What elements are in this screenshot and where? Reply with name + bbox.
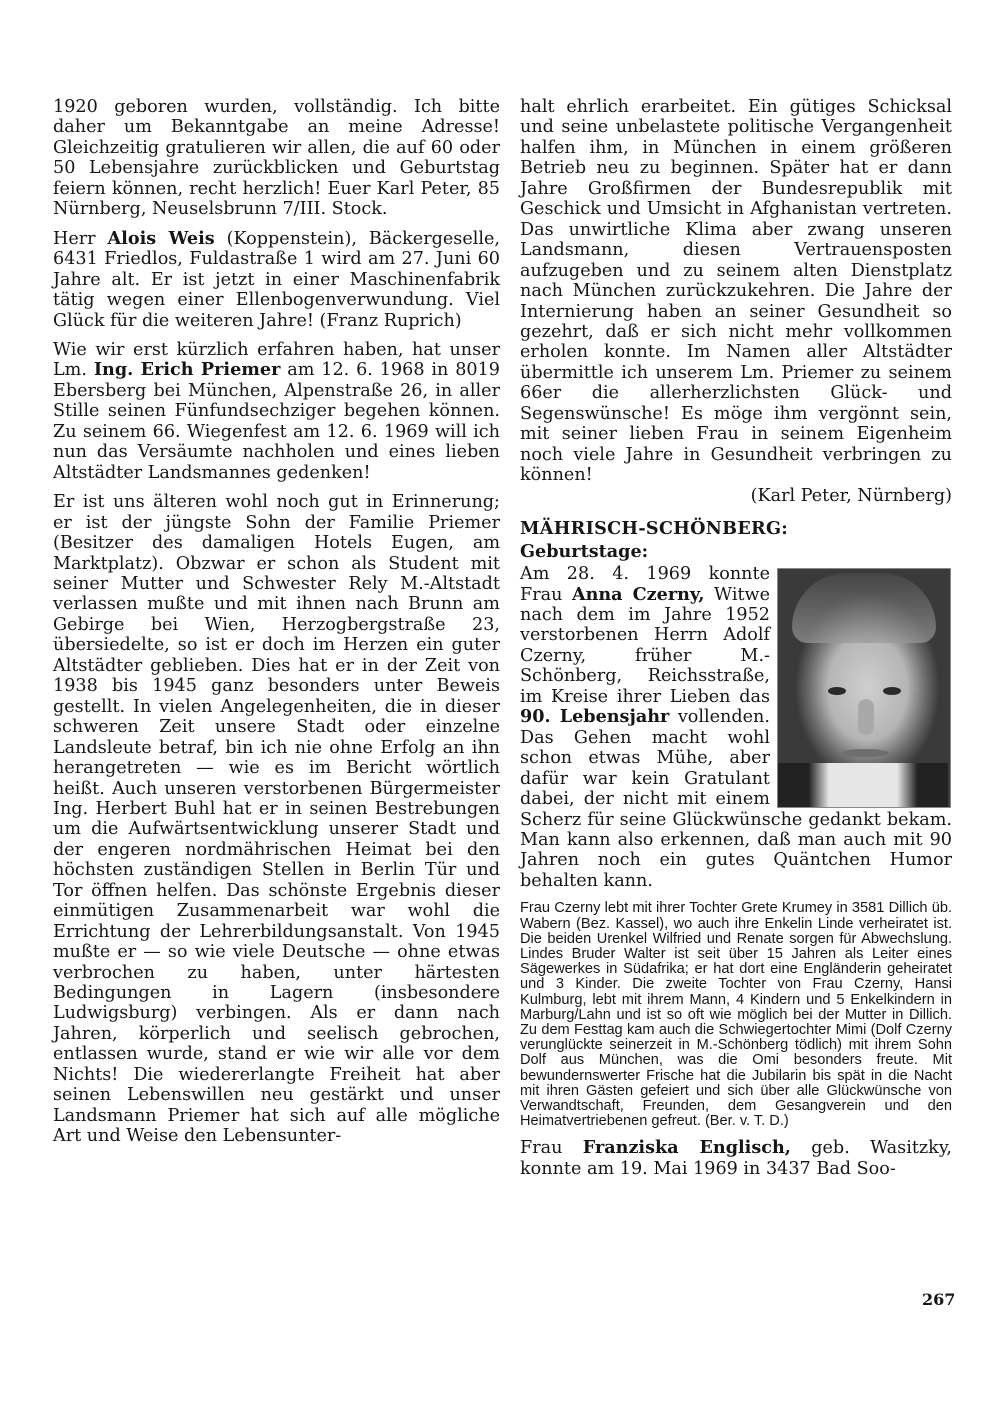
photo-hair-shape (792, 573, 936, 643)
right-column (520, 97, 952, 1179)
paragraph-priemer-continued: halt ehrlich erarbeitet. Ein gütiges Schicksal und seine unbelastete politische Vergangenheit halfen ihm, in München in einem größeren Betrieb neu zu beginnen. Später hat er dann Jahre Großfirmen der Bundesrepublik mit Geschick und Umsicht in Afghanistan vertreten. Das unwirtliche Klima aber zwang unseren Landsmann, diesen Vertrauensposten aufzugeben und zu seinem alten Dienstplatz nach München zurückzukehren. Die Jahre der Internierung haben an seiner Gesundheit so gezehrt, daß er sich nicht mehr vollkommen erholen konnte. Im Namen aller Altstädter übermittle ich unserem Lm. Priemer zu seinem 66er die allerherzlichsten Glück- und Segenswünsche! Es möge ihm vergönnt sein, mit seiner lieben Frau in seinem Eigenheim noch viele Jahre in Gesundheit verbringen zu können! (520, 97, 952, 486)
signature-karl-peter: (Karl Peter, Nürnberg) (750, 485, 952, 506)
age-90: 90. Lebensjahr (520, 706, 670, 728)
photo-collar-shape (778, 763, 948, 807)
paragraph-priemer-biography: Er ist uns älteren wohl noch gut in Erinnerung; er ist der jüngste Sohn der Familie Priemer (Besitzer des damaligen Hotels Eugen, am Marktplatz). Obzwar er schon als Student mit seiner Mutter und Schwester Rely M.-Altstadt verlassen mußte und mit ihnen nach Brunn am Gebirge bei Wien, Herzogbergstraße 23, übersiedelte, so ist er doch im Herzen ein guter Altstädter geblieben. Dies hat er in der Zeit von 1938 bis 1945 ganz besonders unter Beweis gestellt. In vielen Angelegenheiten, die in dieser schweren Zeit unsere Stadt oder einzelne Landsleute betraf, bin ich nie ohne Erfolg an ihn herangetreten — wie es im Bericht wörtlich heißt. Auch unseren verstorbenen Bürgermeister Ing. Herbert Buhl hat er in seinen Bestrebungen um die Aufwärtsentwicklung unserer Stadt und der engeren nordmährischen Heimat bei den höchsten zuständigen Stellen in Berlin Tür und Tor öffnen helfen. Das schönste Ergebnis dieser einmütigen Zusammenarbeit war wohl die Errichtung der Lehrerbildungsanstalt. Von 1945 mußte er — so wie viele Deutsche — ohne etwas verbrochen zu haben, unter härtesten Bedingungen in Lagern (insbesondere Ludwigsburg) verbingen. Als er dann nach Jahren, körperlich und seelisch gebrochen, entlassen wurde, stand er wie wir alle vor dem Nichts! Die wiedererlangte Freiheit hat aber seinen Lebenswillen neu gestärkt und unser Landsmann Priemer hat sich auf alle mögliche Art und Weise den Lebensunter- (53, 492, 500, 1147)
czerny-article (520, 564, 952, 891)
paragraph-franziska-englisch: Frau Franziska Englisch, geb. Wasitzky, konnte am 19. Mai 1969 in 3437 Bad Soo- (520, 1137, 953, 1179)
paragraph-czerny-family-note: Frau Czerny lebt mit ihrer Tochter Grete Krumey in 3581 Dillich üb. Wabern (Bez. Kassel), wo auch ihre Enkelin Linde verheiratet ist. Die beiden Urenkel Wilfried und Renate sorgen für Abwechslung. Lindes Bruder Walter ist seit über 15 Jahren als Leiter eines Sägewerkes in Südafrika; er hat dort eine Engländerin geheiratet und 3 Kinder. Die zweite Tochter von Frau Czerny, Hansi Kulmburg, lebt mit ihrem Mann, 4 Kindern und 5 Enkelkindern in Marburg/Lahn und ist so oft wie möglich bei der Mutter in Dillich. Zu dem Festtag kam auch die Schwiegertochter Mimi (Dolf Czerny verunglückte seinerzeit in M.-Schönberg tödlich) mit ihrem Sohn Dolf aus München, was die Omi besonders freute. Mit bewundernswerter Frische hat die Jubilarin bis spät in die Nacht mit ihren Gästen gefeiert und sich über alle Glückwünsche von Verwandtschaft, Freunden, dem Gesangverein und den Heimatvertriebenen gefreut. (Ber. v. T. D.) (520, 900, 952, 1130)
paragraph-anna-czerny: Am 28. 4. 1969 konnte Frau Anna Czerny, Witwe nach dem im Jahre 1952 verstorbenen Herrn Adolf Czerny, früher M.-Schönberg, Reichsstraße, im Kreise ihrer Lieben das 90. Lebensjahr vollenden. Das Gehen macht wohl schon etwas Mühe, aber dafür war kein Gratulant dabei, der nicht mit einem Scherz für seine Glückwünsche gedankt bekam. Man kann also erkennen, daß man auch mit 90 Jahren noch ein gutes Quäntchen Humor behalten kann. (520, 564, 952, 891)
person-name-erich-priemer: Ing. Erich Priemer (93, 359, 281, 381)
paragraph-peter-greeting: 1920 geboren wurden, vollständig. Ich bitte daher um Bekanntgabe an meine Adresse! Gleichzeitig gratulieren wir allen, die auf 60 oder 50 Lebensjahre zurückblicken und Geburtstag feiern können, recht herzlich! Euer Karl Peter, 85 Nürnberg, Neuselsbrunn 7/III. Stock. (53, 97, 500, 220)
photo-mouth-shape (841, 749, 889, 757)
left-column (53, 97, 500, 1147)
section-subheading: Geburtstage: (520, 541, 649, 563)
paragraph-alois-weis: Herr Alois Weis (Koppenstein), Bäckergeselle, 6431 Friedlos, Fuldastraße 1 wird am 27. Juni 60 Jahre alt. Er ist jetzt in einer Maschinenfabrik tätig wegen einer Ellenbogenverwundung. Viel Glück für die weiteren Jahre! (Franz Ruprich) (53, 227, 501, 331)
page-number: 267 (922, 1290, 956, 1309)
person-name-anna-czerny: Anna Czerny, (571, 583, 705, 605)
person-name-alois-weis: Alois Weis (107, 227, 215, 249)
person-name-franziska-englisch: Franziska Englisch, (582, 1137, 791, 1159)
portrait-photo (777, 568, 951, 808)
photo-eye-shape (883, 687, 901, 695)
section-heading: MÄHRISCH-SCHÖNBERG: (520, 518, 789, 540)
paragraph-priemer-intro: Wie wir erst kürzlich erfahren haben, hat unser Lm. Ing. Erich Priemer am 12. 6. 1968 in 8019 Ebersberg bei München, Alpenstraße 26, in aller Stille seinen Fünfundsechziger begehen können. Zu seinem 66. Wiegenfest am 12. 6. 1969 will ich nun das Versäumte nachholen und eines lieben Altstädter Landsmannes gedenken! (53, 339, 500, 483)
photo-nose-shape (858, 699, 874, 735)
photo-eye-shape (828, 687, 846, 695)
